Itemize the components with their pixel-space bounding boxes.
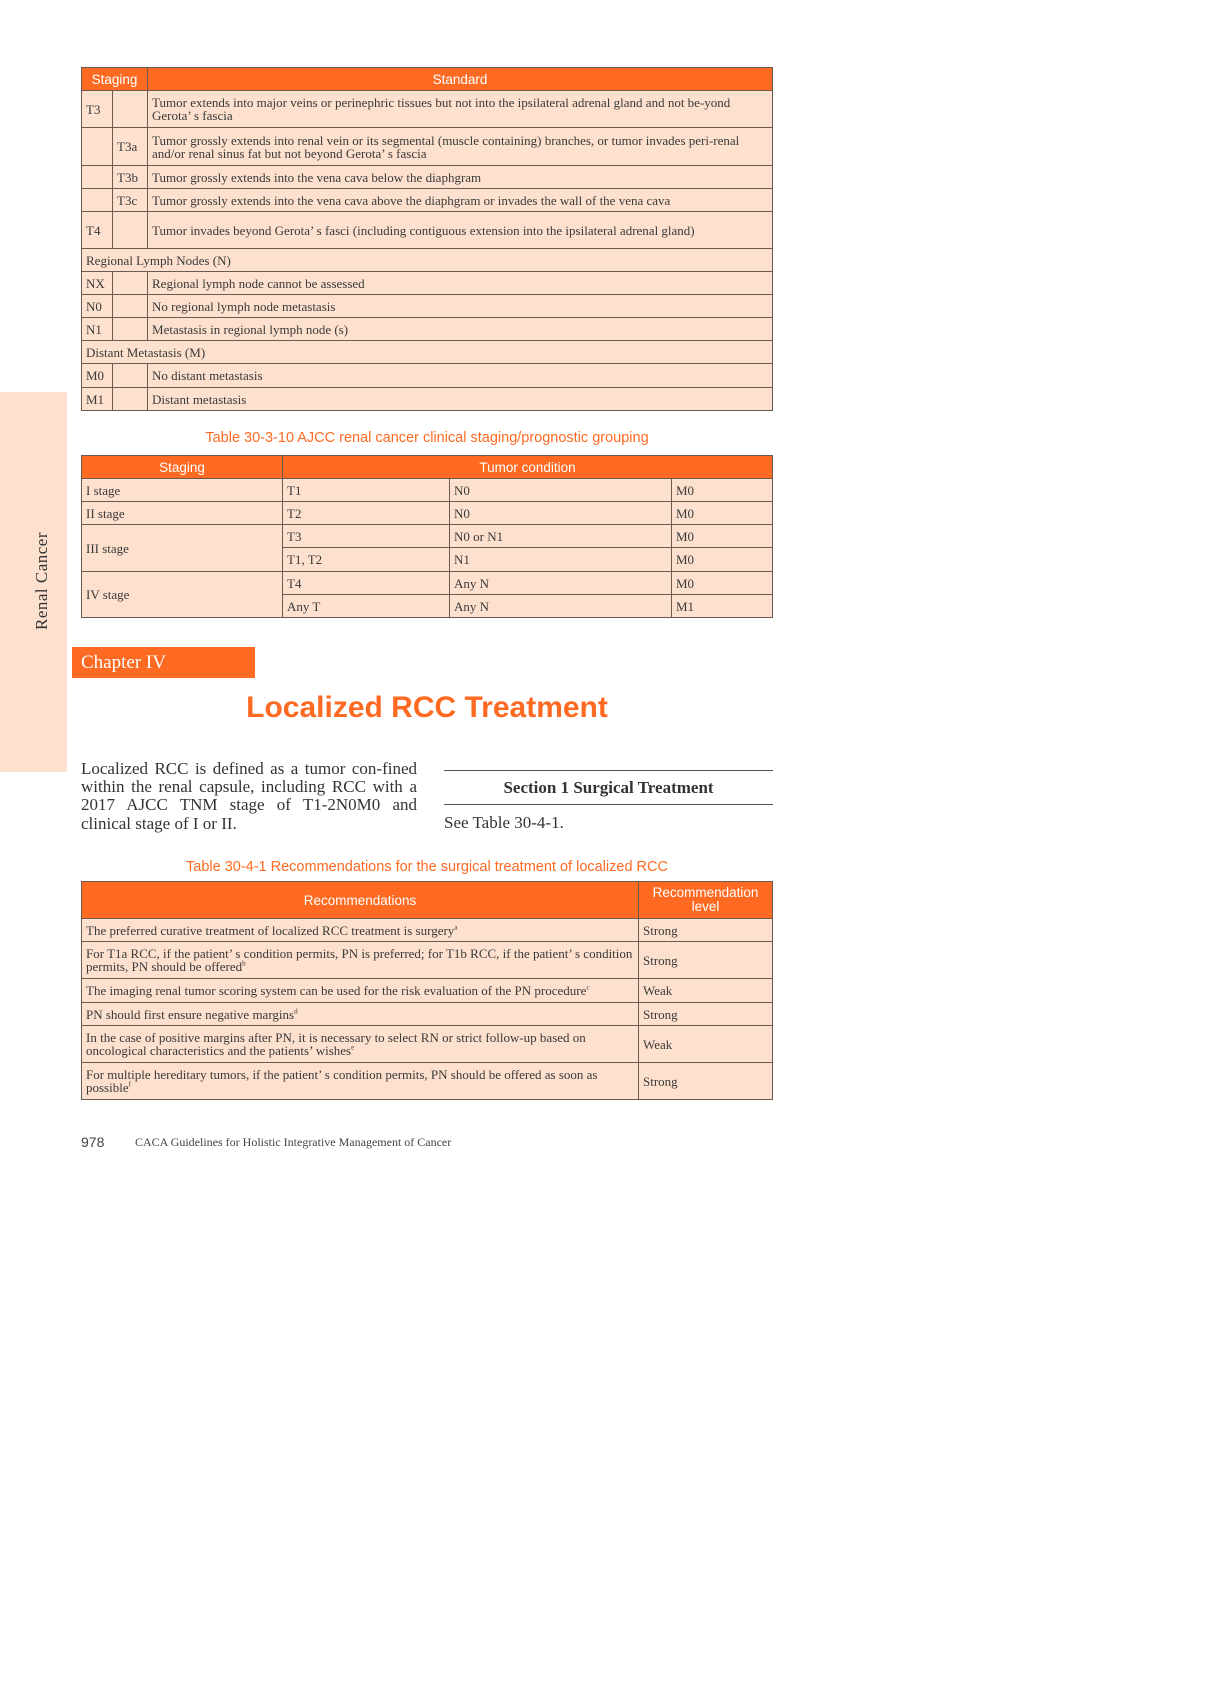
section-title: Section 1 Surgical Treatment: [503, 778, 714, 797]
stage-cell: [82, 189, 113, 212]
table-row: [82, 166, 773, 189]
table-row: [82, 1063, 773, 1100]
recommendation-text: The imaging renal tumor scoring system can be used for the risk evaluation of the PN procedure: [86, 983, 587, 998]
section-rule-bottom: [444, 804, 773, 805]
section-row-m: [82, 341, 773, 364]
t-cell: Any T: [283, 595, 450, 618]
intro-paragraph: Localized RCC is defined as a tumor con-fined within the renal capsule, including RCC with a 2017 AJCC TNM stage of T1-2N0M0 and clinical stage of I or II.: [81, 759, 417, 833]
substage-cell: [113, 318, 148, 341]
standard-cell: Tumor invades beyond Gerota’ s fasci (including contiguous extension into the ipsilateral adrenal gland): [148, 212, 773, 249]
standard-cell: Tumor extends into major veins or perinephric tissues but not into the ipsilateral adrenal gland and not be-yond Gerota’ s fascia: [148, 91, 773, 128]
level-cell: Strong: [639, 919, 773, 942]
standard-cell: Tumor grossly extends into renal vein or its segmental (muscle containing) branches, or tumor invades peri-renal and/or renal sinus fat but not beyond Gerota’ s fascia: [148, 128, 773, 166]
table-row: [82, 979, 773, 1003]
table-row: [82, 1026, 773, 1063]
stage-cell: I stage: [82, 479, 283, 502]
table-header-row: [82, 456, 773, 479]
m-cell: M0: [672, 548, 773, 572]
table-header-row: [82, 882, 773, 919]
substage-cell: [113, 212, 148, 249]
standard-cell: Metastasis in regional lymph node (s): [148, 318, 773, 341]
level-cell: Strong: [639, 1003, 773, 1026]
substage-cell: [113, 388, 148, 411]
stage-cell: M1: [82, 388, 113, 411]
table-header-row: [82, 68, 773, 91]
substage-cell: [113, 295, 148, 318]
footnote-marker: b: [242, 959, 246, 968]
stage-cell: N0: [82, 295, 113, 318]
section-label: Distant Metastasis (M): [82, 341, 773, 364]
n-cell: N0: [450, 479, 672, 502]
running-footer: CACA Guidelines for Holistic Integrative Management of Cancer: [135, 1135, 452, 1149]
t-cell: T2: [283, 502, 450, 525]
standard-cell: Tumor grossly extends into the vena cava above the diaphgram or invades the wall of the vena cava: [148, 189, 773, 212]
substage-cell: T3c: [113, 189, 148, 212]
m-cell: M0: [672, 525, 773, 548]
table-row: [82, 295, 773, 318]
recommendation-text: For T1a RCC, if the patient’ s condition permits, PN is preferred; for T1b RCC, if the patient’ s condition permits, PN should be offered: [86, 946, 633, 974]
t-cell: T1, T2: [283, 548, 450, 572]
table-row: [82, 128, 773, 166]
stage-cell: NX: [82, 272, 113, 295]
substage-cell: [113, 91, 148, 128]
section-label: Regional Lymph Nodes (N): [82, 249, 773, 272]
footnote-marker: f: [128, 1080, 131, 1089]
section-rule-top: [444, 770, 773, 771]
substage-cell: T3a: [113, 128, 148, 166]
recommendation-cell: [82, 1003, 639, 1026]
recommendation-text: In the case of positive margins after PN, it is necessary to select RN or strict follow-up based on oncological characteristics and the patients’ wishes: [86, 1030, 586, 1058]
table-row: [82, 91, 773, 128]
recommendation-cell: [82, 919, 639, 942]
header-recommendations: Recommendations: [82, 882, 639, 919]
chapter-label: Chapter IV: [72, 647, 255, 678]
substage-cell: T3b: [113, 166, 148, 189]
table-row: [82, 919, 773, 942]
stage-cell: IV stage: [82, 572, 283, 618]
table-row: [82, 318, 773, 341]
stage-cell: N1: [82, 318, 113, 341]
stage-cell: T4: [82, 212, 113, 249]
table-row: [82, 1003, 773, 1026]
recommendation-text: The preferred curative treatment of localized RCC treatment is surgery: [86, 922, 455, 938]
section-row-n: [82, 249, 773, 272]
standard-cell: Distant metastasis: [148, 388, 773, 411]
table-row: [82, 572, 773, 595]
footnote-marker: d: [294, 1007, 298, 1016]
recommendation-cell: [82, 979, 639, 1003]
stage-cell: II stage: [82, 502, 283, 525]
level-cell: Weak: [639, 979, 773, 1003]
table-caption-grouping: Table 30-3-10 AJCC renal cancer clinical staging/prognostic grouping: [205, 430, 649, 446]
level-cell: Weak: [639, 1026, 773, 1063]
n-cell: Any N: [450, 595, 672, 618]
recommendation-cell: [82, 942, 639, 979]
table-row: [82, 502, 773, 525]
header-level: Recommendation level: [639, 882, 773, 919]
section-text: See Table 30-4-1.: [444, 813, 564, 832]
level-cell: Strong: [639, 1063, 773, 1100]
t-cell: T4: [283, 572, 450, 595]
m-cell: M0: [672, 572, 773, 595]
recommendation-text: PN should first ensure negative margins: [86, 1006, 295, 1022]
table-row: [82, 388, 773, 411]
table-row: [82, 942, 773, 979]
t-cell: T1: [283, 479, 450, 502]
standard-cell: No regional lymph node metastasis: [148, 295, 773, 318]
standard-cell: Regional lymph node cannot be assessed: [148, 272, 773, 295]
table-row: [82, 479, 773, 502]
tnm-staging-table: [81, 67, 773, 411]
clinical-grouping-table: [81, 455, 773, 618]
table-caption-recommendations: Table 30-4-1 Recommendations for the surgical treatment of localized RCC: [186, 859, 668, 875]
m-cell: M0: [672, 479, 773, 502]
stage-cell: T3: [82, 91, 113, 128]
stage-cell: III stage: [82, 525, 283, 572]
m-cell: M1: [672, 595, 773, 618]
n-cell: Any N: [450, 572, 672, 595]
level-cell: Strong: [639, 942, 773, 979]
substage-cell: [113, 272, 148, 295]
stage-cell: [82, 128, 113, 166]
table-row: [82, 364, 773, 388]
header-tumor-condition: Tumor condition: [283, 456, 773, 479]
standard-cell: Tumor grossly extends into the vena cava below the diaphgram: [148, 166, 773, 189]
side-tab-label: Renal Cancer: [32, 531, 51, 631]
footnote-marker: a: [454, 923, 458, 932]
t-cell: T3: [283, 525, 450, 548]
recommendation-text: For multiple hereditary tumors, if the patient’ s condition permits, PN should be offered as soon as possible: [86, 1067, 598, 1095]
recommendation-cell: [82, 1063, 639, 1100]
table-row: [82, 525, 773, 548]
chapter-title: Localized RCC Treatment: [246, 691, 608, 724]
footnote-marker: c: [586, 983, 590, 992]
table-row: [82, 189, 773, 212]
recommendation-cell: [82, 1026, 639, 1063]
table-row: [82, 272, 773, 295]
header-standard: Standard: [148, 68, 773, 91]
n-cell: N0 or N1: [450, 525, 672, 548]
m-cell: M0: [672, 502, 773, 525]
recommendations-table: [81, 881, 773, 1100]
substage-cell: [113, 364, 148, 388]
page-number: 978: [81, 1134, 105, 1150]
standard-cell: No distant metastasis: [148, 364, 773, 388]
header-staging: Staging: [82, 68, 148, 91]
stage-cell: M0: [82, 364, 113, 388]
n-cell: N1: [450, 548, 672, 572]
stage-cell: [82, 166, 113, 189]
n-cell: N0: [450, 502, 672, 525]
footnote-marker: e: [351, 1043, 355, 1052]
header-staging: Staging: [82, 456, 283, 479]
table-row: [82, 212, 773, 249]
